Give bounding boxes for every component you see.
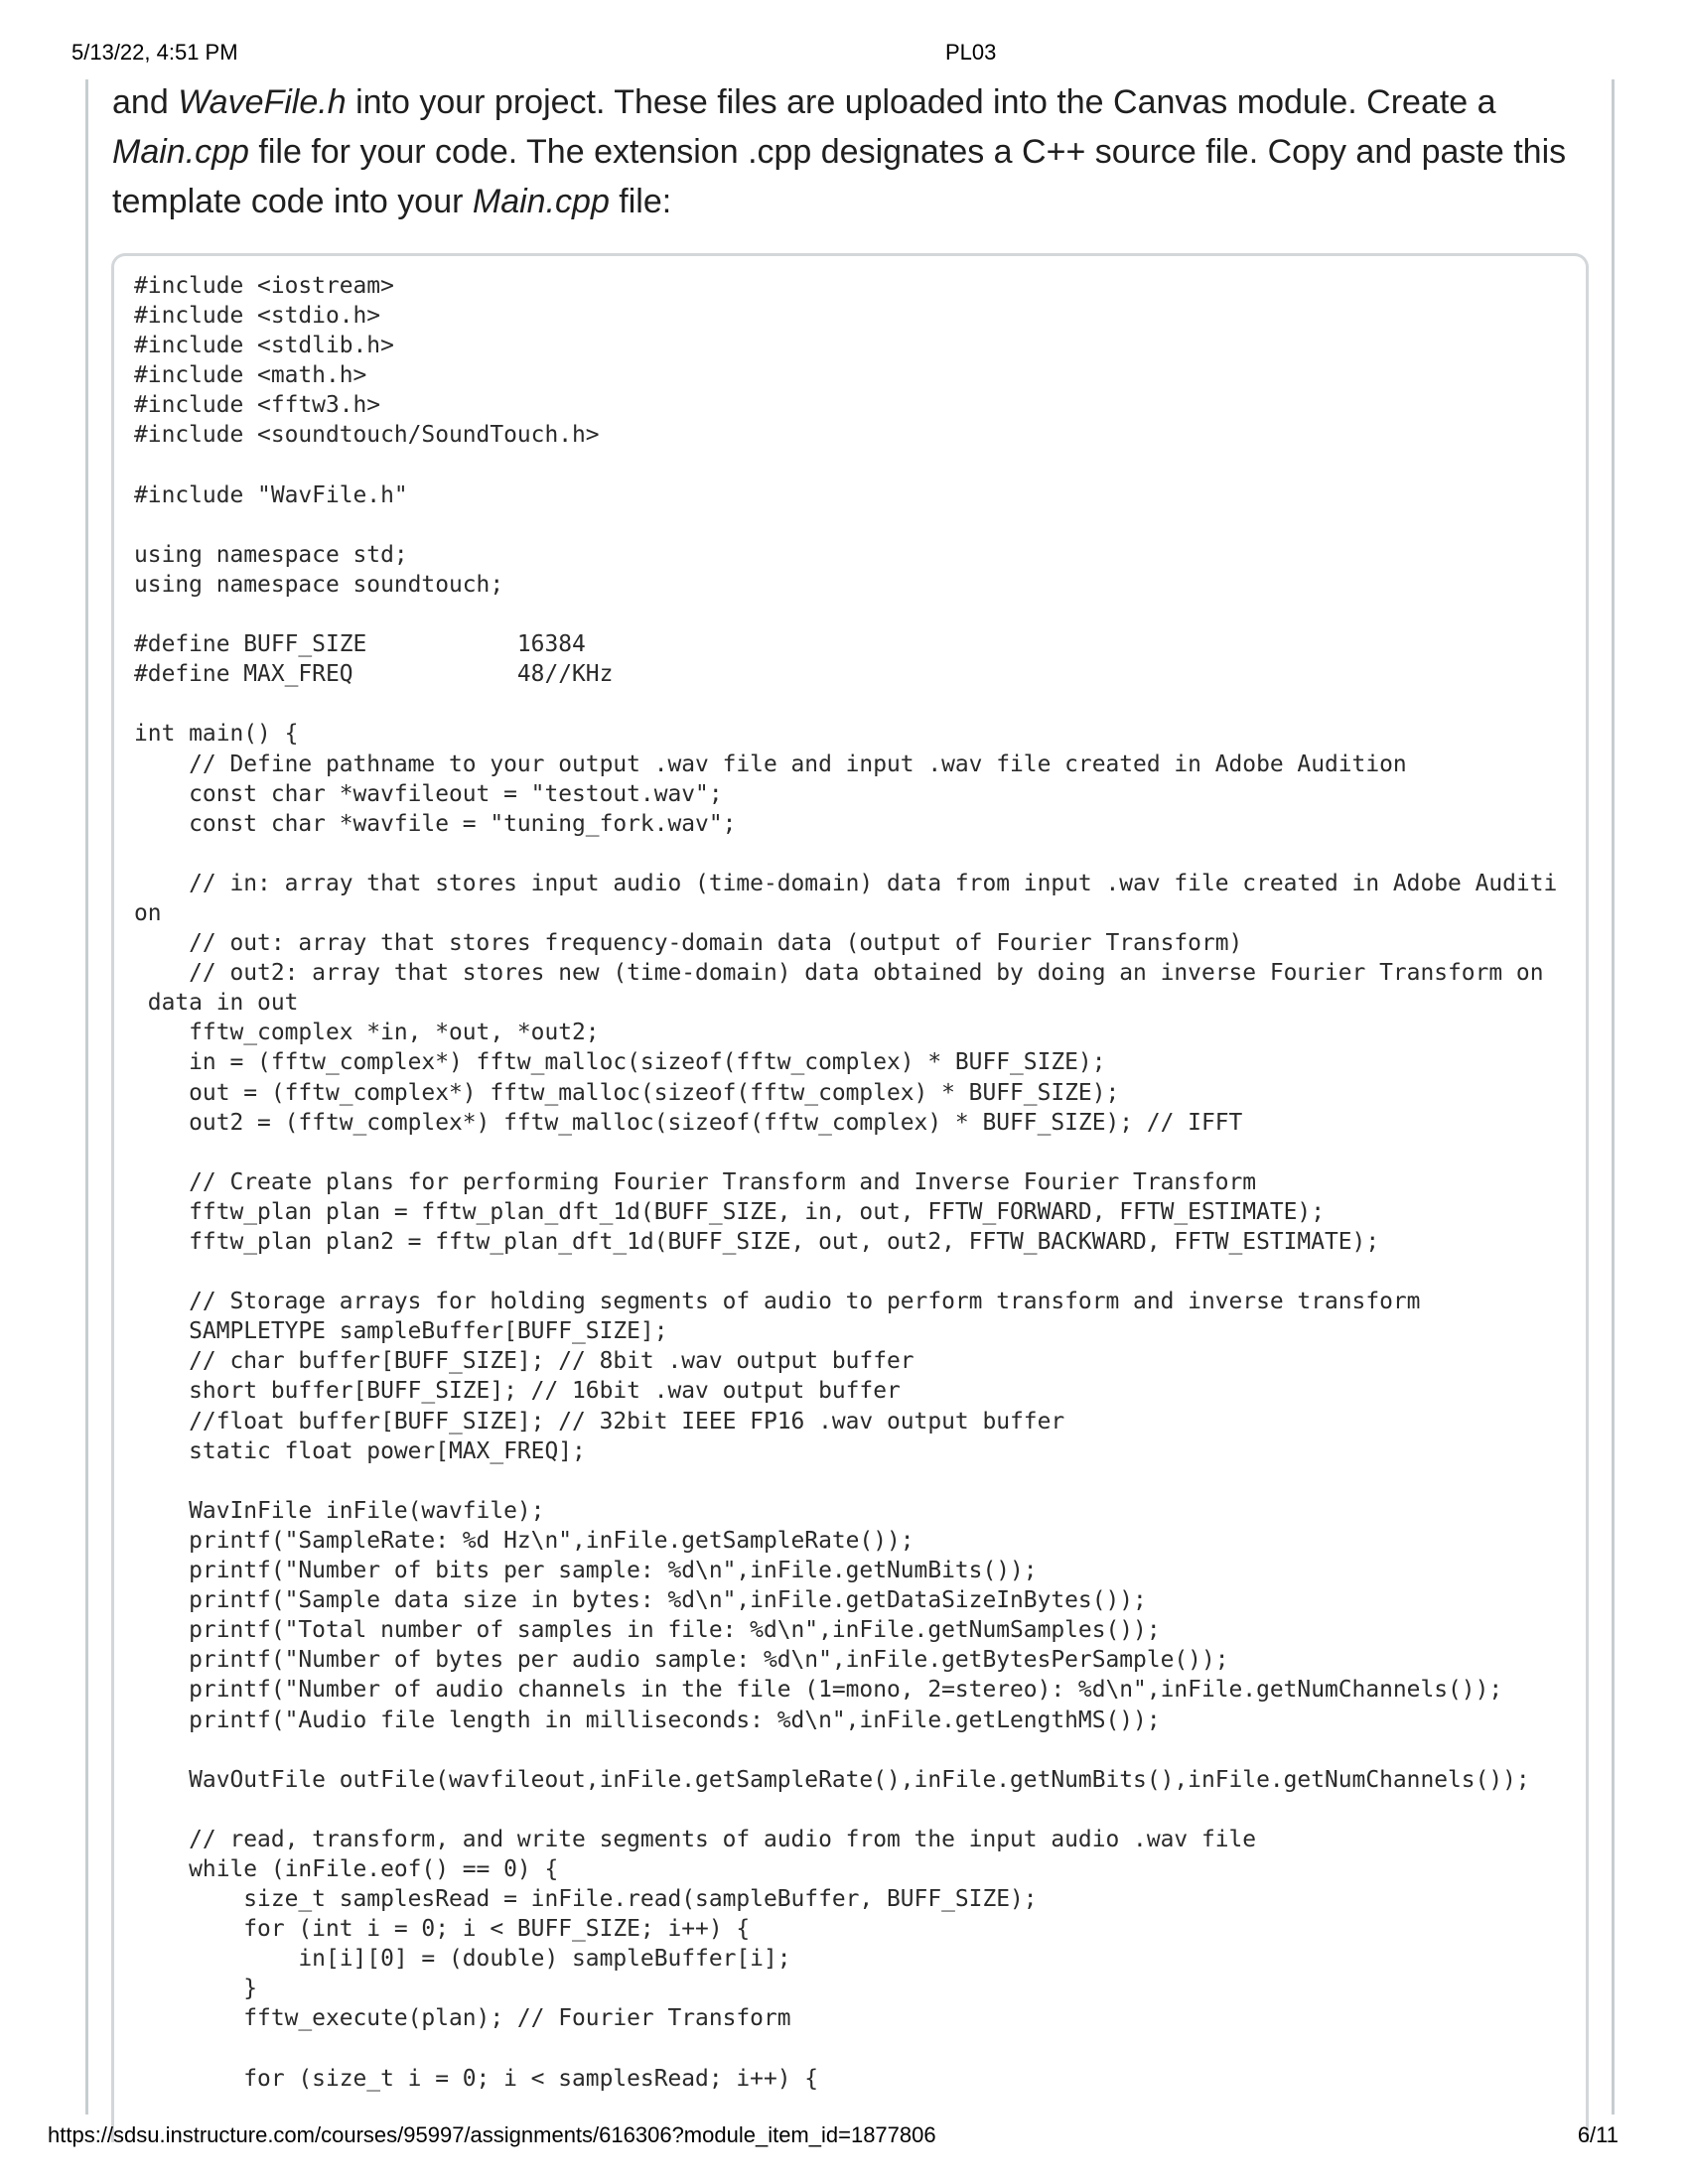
code-line: fftw_plan plan = fftw_plan_dft_1d(BUFF_SIZE, in, out, FFTW_FORWARD, FFTW_ESTIMATE);: [134, 1198, 1325, 1225]
code-line: size_t samplesRead = inFile.read(sampleBuffer, BUFF_SIZE);: [134, 1886, 1038, 1913]
code-line: WavOutFile outFile(wavfileout,inFile.getSampleRate(),inFile.getNumBits(),inFile.getNumChannels());: [134, 1766, 1530, 1793]
code-line: short buffer[BUFF_SIZE]; // 16bit .wav output buffer: [134, 1378, 901, 1405]
instructions-text: file:: [609, 183, 672, 220]
code-line: #define MAX_FREQ 48//KHz: [134, 661, 614, 688]
code-line: #include <math.h>: [134, 362, 367, 389]
print-footer-url: https://sdsu.instructure.com/courses/95997/assignments/616306?module_item_id=1877806: [48, 2122, 936, 2147]
code-line: printf("Number of bits per sample: %d\n",inFile.getNumBits());: [134, 1558, 1038, 1584]
code-line: fftw_complex *in, *out, *out2;: [134, 1020, 600, 1046]
instructions-paragraph: [112, 77, 1592, 226]
code-line: #include <fftw3.h>: [134, 392, 381, 419]
code-line: #include <iostream>: [134, 273, 394, 299]
code-line: out = (fftw_complex*) fftw_malloc(sizeof(fftw_complex) * BUFF_SIZE);: [134, 1079, 1120, 1106]
code-line: in = (fftw_complex*) fftw_malloc(sizeof(fftw_complex) * BUFF_SIZE);: [134, 1049, 1106, 1076]
code-line: }: [134, 1976, 258, 2002]
code-line: #include "WavFile.h": [134, 481, 408, 508]
code-line: using namespace std;: [134, 541, 408, 568]
instructions-text: into your project. These files are uploaded into the Canvas module. Create a: [346, 83, 1496, 121]
code-line: for (int i = 0; i < BUFF_SIZE; i++) {: [134, 1916, 751, 1943]
code-line: // char buffer[BUFF_SIZE]; // 8bit .wav output buffer: [134, 1348, 914, 1375]
code-line: fftw_execute(plan); // Fourier Transform: [134, 2005, 791, 2032]
code-line: #include <stdlib.h>: [134, 333, 394, 359]
code-line: // in: array that stores input audio (time-domain) data from input .wav file created in Adobe Auditi: [134, 870, 1558, 896]
code-line: printf("Sample data size in bytes: %d\n",inFile.getDataSizeInBytes());: [134, 1587, 1147, 1614]
code-line: //float buffer[BUFF_SIZE]; // 32bit IEEE FP16 .wav output buffer: [134, 1408, 1065, 1434]
print-header-title: PL03: [945, 40, 997, 65]
code-block: [111, 253, 1589, 2142]
filename-wavefile-h: WaveFile.h: [178, 83, 347, 121]
code-line: data in out: [134, 990, 299, 1017]
code-line: printf("Total number of samples in file: %d\n",inFile.getNumSamples());: [134, 1617, 1161, 1644]
code-line: // out: array that stores frequency-domain data (output of Fourier Transform): [134, 930, 1243, 957]
code-line: // Storage arrays for holding segments of audio to perform transform and inverse transform: [134, 1289, 1421, 1315]
code-line: printf("Number of audio channels in the file (1=mono, 2=stereo): %d\n",inFile.getNumChannels());: [134, 1677, 1503, 1704]
code-listing: [134, 271, 1557, 2094]
instructions-line-3: [112, 177, 1592, 226]
instructions-text: template code into your: [112, 183, 473, 220]
code-line: #include <stdio.h>: [134, 303, 381, 330]
code-line: // Create plans for performing Fourier Transform and Inverse Fourier Transform: [134, 1168, 1257, 1195]
code-line: const char *wavfileout = "testout.wav";: [134, 780, 723, 807]
content-left-border: [85, 79, 88, 2115]
code-line: #include <soundtouch/SoundTouch.h>: [134, 422, 600, 449]
code-line: WavInFile inFile(wavfile);: [134, 1497, 545, 1524]
code-line: int main() {: [134, 721, 299, 748]
print-footer-page-number: 6/11: [1577, 2122, 1618, 2147]
instructions-text: and: [112, 83, 179, 121]
code-line: in[i][0] = (double) sampleBuffer[i];: [134, 1946, 791, 1973]
content-right-border: [1612, 79, 1615, 2115]
code-line: // read, transform, and write segments of audio from the input audio .wav file: [134, 1826, 1257, 1852]
code-line: printf("Number of bytes per audio sample: %d\n",inFile.getBytesPerSample());: [134, 1647, 1229, 1674]
code-line: static float power[MAX_FREQ];: [134, 1437, 586, 1464]
code-line: #define BUFF_SIZE 16384: [134, 631, 586, 658]
code-line: for (size_t i = 0; i < samplesRead; i++) {: [134, 2065, 819, 2092]
instructions-line-1: [112, 77, 1592, 127]
code-line: printf("Audio file length in milliseconds: %d\n",inFile.getLengthMS());: [134, 1706, 1161, 1733]
instructions-line-2: [112, 127, 1592, 177]
code-line: // Define pathname to your output .wav file and input .wav file created in Adobe Audition: [134, 751, 1407, 777]
code-line: on: [134, 899, 162, 926]
filename-main-cpp: Main.cpp: [472, 183, 610, 220]
code-line: using namespace soundtouch;: [134, 571, 504, 598]
print-header-datetime: 5/13/22, 4:51 PM: [71, 40, 238, 65]
code-line: printf("SampleRate: %d Hz\n",inFile.getSampleRate());: [134, 1527, 914, 1554]
code-line: while (inFile.eof() == 0) {: [134, 1855, 559, 1882]
instructions-text: file for your code. The extension .cpp designates a C++ source file. Copy and paste this: [248, 133, 1567, 171]
code-line: // out2: array that stores new (time-domain) data obtained by doing an inverse Fourier Transform on: [134, 960, 1544, 987]
filename-main-cpp: Main.cpp: [112, 133, 249, 171]
code-line: const char *wavfile = "tuning_fork.wav";: [134, 810, 737, 837]
code-line: out2 = (fftw_complex*) fftw_malloc(sizeof(fftw_complex) * BUFF_SIZE); // IFFT: [134, 1109, 1243, 1136]
code-line: SAMPLETYPE sampleBuffer[BUFF_SIZE];: [134, 1318, 668, 1345]
code-line: fftw_plan plan2 = fftw_plan_dft_1d(BUFF_SIZE, out, out2, FFTW_BACKWARD, FFTW_ESTIMATE);: [134, 1229, 1380, 1255]
